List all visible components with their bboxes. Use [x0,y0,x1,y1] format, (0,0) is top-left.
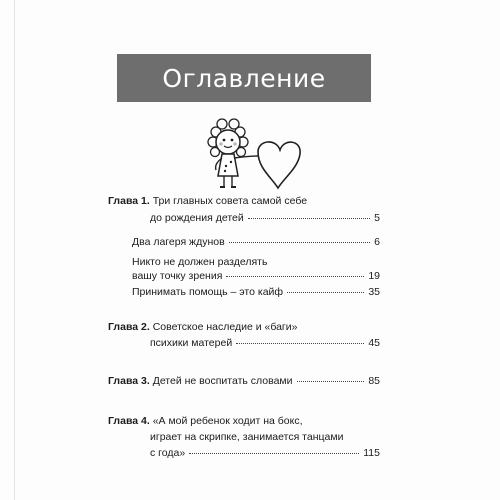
page-number: 85 [368,375,380,387]
chapter-label: Глава 2. [108,321,150,333]
page-number: 19 [368,270,380,282]
chapter-label: Глава 3. [108,375,150,387]
entry-title-line: играет на скрипке, занимается танцами [150,431,344,443]
page-edge-divider [14,0,15,500]
entry-title-line: с года» [150,447,186,459]
dot-leader [226,276,364,277]
dot-leader [229,242,370,243]
page-number: 5 [374,212,380,224]
entry-title-line: Принимать помощь – это кайф [132,286,284,298]
page-number: 35 [368,286,380,298]
title-banner [117,54,371,102]
page-number: 115 [363,447,380,459]
dot-leader [248,218,370,219]
page-number: 6 [374,236,380,248]
entry-title-line: Никто не должен разделять [132,256,268,268]
dot-leader [189,453,359,454]
dot-leader [287,292,364,293]
dot-leader [297,381,365,382]
girl-with-heart-icon [196,112,306,194]
dot-leader [236,343,364,344]
entry-title-line: Советское наследие и «баги» [152,321,298,333]
entry-title-line: вашу точку зрения [132,270,223,282]
entry-title-line: психики матерей [150,337,233,349]
entry-title-line: Три главных совета самой себе [152,195,308,207]
page-title: Оглавление [162,63,326,93]
entry-title-line: Два лагеря ждунов [132,236,225,248]
entry-title-line: «А мой ребенок ходит на бокс, [152,415,303,427]
page-number: 45 [368,337,380,349]
chapter-label: Глава 4. [108,415,150,427]
entry-title-line: до рождения детей [150,212,244,224]
chapter-label: Глава 1. [108,195,150,207]
entry-title-line: Детей не воспитать словами [152,375,293,387]
